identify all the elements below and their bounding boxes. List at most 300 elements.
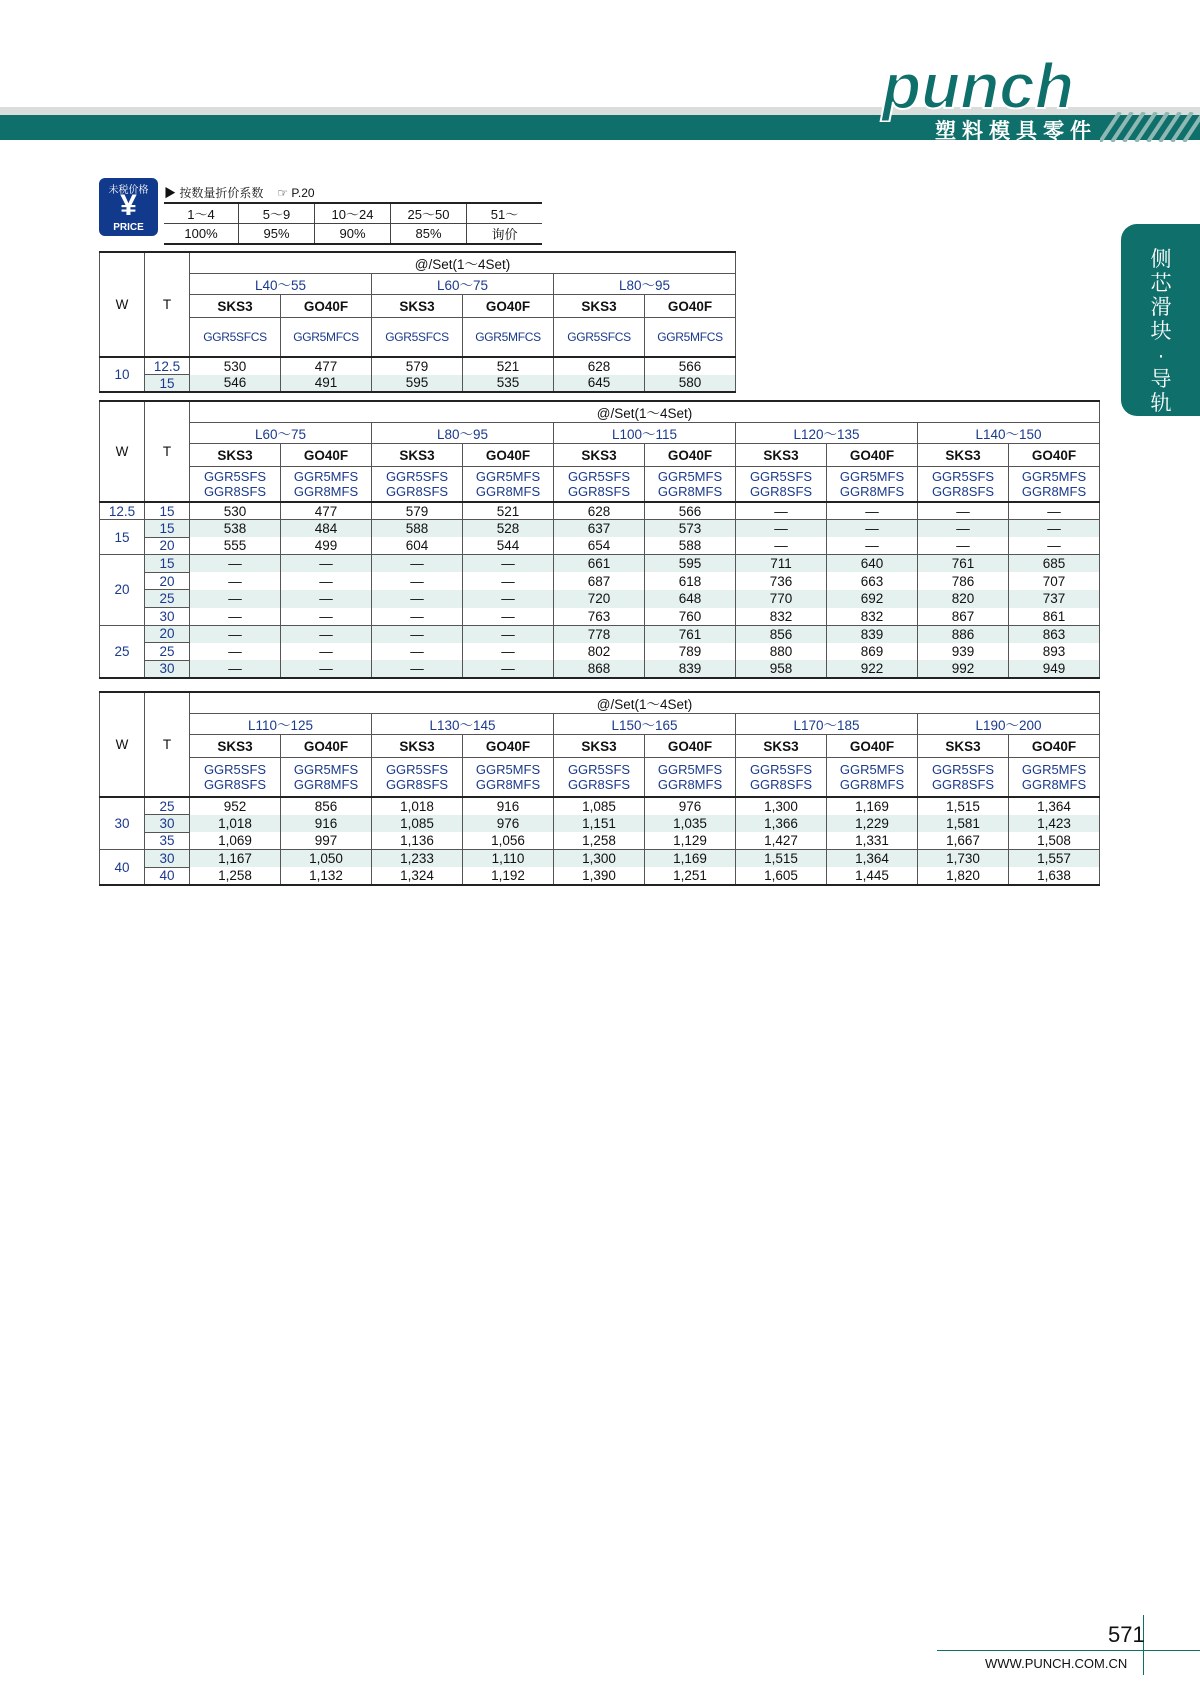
part-code xyxy=(281,467,372,503)
part-code-text: GGR8SFS xyxy=(931,484,995,499)
part-code-text: GGR8SFS xyxy=(567,777,631,792)
set-label: @/Set(1～4Set) xyxy=(190,252,736,274)
price-cell: — xyxy=(463,590,554,608)
footer-hline xyxy=(937,1650,1200,1651)
rate-cell: 90% xyxy=(315,224,391,245)
part-code-text: GGR5MFS xyxy=(1021,469,1087,484)
part-code-text: GGR8SFS xyxy=(203,777,267,792)
part-code-text: GGR5MFS xyxy=(839,762,905,777)
part-code-text: GGR5MFS xyxy=(657,469,723,484)
price-cell: 1,366 xyxy=(736,815,827,833)
price-cell: 1,258 xyxy=(554,832,645,850)
price-cell: 1,229 xyxy=(827,815,918,833)
table-row xyxy=(100,520,1100,538)
part-code-text: GGR8SFS xyxy=(749,484,813,499)
w-value: 20 xyxy=(100,555,145,625)
length-range: L130～145 xyxy=(372,714,554,735)
price-cell: 1,129 xyxy=(645,832,736,850)
price-cell: 893 xyxy=(1009,643,1100,661)
part-code-text: GGR8MFS xyxy=(293,484,359,499)
price-cell: 761 xyxy=(918,555,1009,573)
material-label: GO40F xyxy=(827,735,918,758)
material-label: GO40F xyxy=(281,735,372,758)
price-cell: 886 xyxy=(918,625,1009,643)
price-cell: — xyxy=(918,502,1009,520)
part-code xyxy=(190,758,281,798)
price-cell: 1,331 xyxy=(827,832,918,850)
discount-title xyxy=(164,184,315,201)
qty-cell: 51～ xyxy=(467,203,543,224)
price-cell: — xyxy=(190,660,281,678)
price-cell: — xyxy=(1009,537,1100,555)
part-code xyxy=(463,467,554,503)
part-code-text: GGR5SFS xyxy=(203,469,267,484)
price-cell: 958 xyxy=(736,660,827,678)
price-cell: 1,035 xyxy=(645,815,736,833)
price-cell: 521 xyxy=(463,357,554,375)
material-label: SKS3 xyxy=(372,295,463,318)
t-header: T xyxy=(145,401,190,502)
part-code-text: GGR5SFS xyxy=(749,762,813,777)
price-cell: 1,364 xyxy=(1009,797,1100,815)
t-value: 15 xyxy=(145,520,190,538)
material-label: SKS3 xyxy=(190,444,281,467)
part-code xyxy=(190,318,281,358)
part-code-text: GGR5SFCS xyxy=(567,330,631,344)
price-cell: — xyxy=(190,608,281,626)
price-cell: 566 xyxy=(645,502,736,520)
part-code-text: GGR8MFS xyxy=(293,777,359,792)
price-cell: 618 xyxy=(645,572,736,590)
price-cell: 477 xyxy=(281,502,372,520)
price-cell: 595 xyxy=(645,555,736,573)
t-header: T xyxy=(145,252,190,357)
price-cell: — xyxy=(463,625,554,643)
part-code xyxy=(645,318,736,358)
t-value: 20 xyxy=(145,537,190,555)
price-cell: 530 xyxy=(190,357,281,375)
side-tab-label: 侧芯滑块·导轨 xyxy=(1150,248,1172,415)
price-cell: 566 xyxy=(645,357,736,375)
price-cell: 832 xyxy=(827,608,918,626)
part-code-text: GGR5MFS xyxy=(839,469,905,484)
material-label: GO40F xyxy=(281,295,372,318)
part-code xyxy=(372,758,463,798)
price-cell: 628 xyxy=(554,502,645,520)
price-cell: 976 xyxy=(645,797,736,815)
punch-logo xyxy=(876,52,1106,122)
price-table-1 xyxy=(99,251,736,393)
table-row xyxy=(100,815,1100,833)
price-cell: 770 xyxy=(736,590,827,608)
part-code xyxy=(190,467,281,503)
length-range: L140～150 xyxy=(918,423,1100,444)
part-code xyxy=(463,318,554,358)
page-number: 571 xyxy=(1108,1622,1145,1647)
price-cell: 685 xyxy=(1009,555,1100,573)
header-row-ranges xyxy=(100,274,736,295)
price-cell: — xyxy=(190,643,281,661)
length-range: L110～125 xyxy=(190,714,372,735)
price-cell: 654 xyxy=(554,537,645,555)
part-code-text: GGR5SFS xyxy=(931,762,995,777)
part-code xyxy=(827,467,918,503)
price-cell: 1,820 xyxy=(918,867,1009,885)
rate-cell: 询价 xyxy=(467,224,543,245)
price-cell: 820 xyxy=(918,590,1009,608)
price-cell: — xyxy=(918,520,1009,538)
price-cell: 839 xyxy=(827,625,918,643)
price-cell: 484 xyxy=(281,520,372,538)
price-icon xyxy=(99,178,158,236)
price-cell: 786 xyxy=(918,572,1009,590)
price-cell: 1,069 xyxy=(190,832,281,850)
header-row-material xyxy=(100,444,1100,467)
price-cell: 880 xyxy=(736,643,827,661)
part-code-text: GGR8SFS xyxy=(385,484,449,499)
material-label: SKS3 xyxy=(372,444,463,467)
price-cell: 604 xyxy=(372,537,463,555)
w-value: 12.5 xyxy=(100,502,145,520)
t-value: 15 xyxy=(145,555,190,573)
material-label: SKS3 xyxy=(554,295,645,318)
part-code-text: GGR5MFS xyxy=(475,469,541,484)
price-cell: — xyxy=(281,660,372,678)
part-code xyxy=(281,758,372,798)
price-cell: 856 xyxy=(281,797,372,815)
price-cell: 1,085 xyxy=(372,815,463,833)
price-cell: 997 xyxy=(281,832,372,850)
price-cell: 687 xyxy=(554,572,645,590)
length-range: L40～55 xyxy=(190,274,372,295)
price-cell: — xyxy=(281,590,372,608)
w-header: W xyxy=(100,401,145,502)
price-cell: 648 xyxy=(645,590,736,608)
part-code xyxy=(554,318,645,358)
table-row xyxy=(100,625,1100,643)
table-row xyxy=(100,537,1100,555)
part-code xyxy=(645,467,736,503)
material-label: GO40F xyxy=(1009,444,1100,467)
price-cell: 707 xyxy=(1009,572,1100,590)
t-value: 25 xyxy=(145,590,190,608)
header-row-ranges xyxy=(100,423,1100,444)
length-range: L80～95 xyxy=(372,423,554,444)
price-cell: 1,056 xyxy=(463,832,554,850)
t-value: 15 xyxy=(145,502,190,520)
price-cell: 863 xyxy=(1009,625,1100,643)
price-cell: 939 xyxy=(918,643,1009,661)
t-value: 20 xyxy=(145,572,190,590)
price-cell: 546 xyxy=(190,375,281,393)
part-code-text: GGR8MFS xyxy=(1021,484,1087,499)
part-code-text: GGR8MFS xyxy=(475,777,541,792)
t-value: 12.5 xyxy=(145,357,190,375)
material-label: GO40F xyxy=(827,444,918,467)
price-cell: 869 xyxy=(827,643,918,661)
price-cell: 720 xyxy=(554,590,645,608)
price-table-3 xyxy=(99,691,1100,886)
header-row-material xyxy=(100,735,1100,758)
t-value: 30 xyxy=(145,660,190,678)
part-code xyxy=(463,758,554,798)
price-cell: 992 xyxy=(918,660,1009,678)
length-range: L100～115 xyxy=(554,423,736,444)
price-cell: 789 xyxy=(645,643,736,661)
price-cell: 1,427 xyxy=(736,832,827,850)
table-row xyxy=(100,867,1100,885)
rate-cell: 100% xyxy=(164,224,239,245)
price-cell: 588 xyxy=(645,537,736,555)
price-cell: 760 xyxy=(645,608,736,626)
t-header: T xyxy=(145,692,190,797)
material-label: SKS3 xyxy=(918,735,1009,758)
part-code-text: GGR5MFCS xyxy=(657,330,723,344)
header-row-ranges xyxy=(100,714,1100,735)
header-row-material xyxy=(100,295,736,318)
part-code-text: GGR8MFS xyxy=(657,484,723,499)
price-cell: 1,667 xyxy=(918,832,1009,850)
table-row xyxy=(100,797,1100,815)
header-row-codes xyxy=(100,758,1100,798)
price-table-2 xyxy=(99,400,1100,679)
svg-text:punch: punch xyxy=(882,52,1074,122)
discount-table xyxy=(164,202,542,245)
w-header: W xyxy=(100,692,145,797)
length-range: L60～75 xyxy=(190,423,372,444)
price-cell: — xyxy=(463,572,554,590)
price-cell: 595 xyxy=(372,375,463,393)
header-row-set xyxy=(100,252,736,274)
part-code-text: GGR5SFS xyxy=(931,469,995,484)
price-cell: 1,300 xyxy=(554,850,645,868)
price-cell: 1,638 xyxy=(1009,867,1100,885)
part-code-text: GGR5MFCS xyxy=(475,330,541,344)
price-cell: 761 xyxy=(645,625,736,643)
price-cell: — xyxy=(463,608,554,626)
rate-cell: 85% xyxy=(391,224,467,245)
price-cell: 1,192 xyxy=(463,867,554,885)
table-row xyxy=(100,590,1100,608)
qty-cell: 10～24 xyxy=(315,203,391,224)
material-label: SKS3 xyxy=(190,295,281,318)
price-cell: 1,251 xyxy=(645,867,736,885)
price-cell: — xyxy=(372,590,463,608)
price-cell: — xyxy=(372,625,463,643)
material-label: GO40F xyxy=(281,444,372,467)
price-cell: 802 xyxy=(554,643,645,661)
price-cell: — xyxy=(463,555,554,573)
material-label: GO40F xyxy=(463,295,554,318)
w-value: 30 xyxy=(100,797,145,850)
price-cell: 1,605 xyxy=(736,867,827,885)
material-label: GO40F xyxy=(645,735,736,758)
material-label: GO40F xyxy=(645,444,736,467)
price-cell: — xyxy=(372,555,463,573)
price-cell: 736 xyxy=(736,572,827,590)
table-row xyxy=(100,608,1100,626)
price-cell: 861 xyxy=(1009,608,1100,626)
material-label: GO40F xyxy=(463,444,554,467)
price-cell: 1,085 xyxy=(554,797,645,815)
price-cell: 1,018 xyxy=(372,797,463,815)
t-value: 40 xyxy=(145,867,190,885)
price-cell: 867 xyxy=(918,608,1009,626)
price-cell: 1,300 xyxy=(736,797,827,815)
price-cell: — xyxy=(281,625,372,643)
price-cell: — xyxy=(736,537,827,555)
table-row xyxy=(100,357,736,375)
rate-cell: 95% xyxy=(239,224,315,245)
price-cell: — xyxy=(281,572,372,590)
part-code-text: GGR5MFS xyxy=(475,762,541,777)
part-code-text: GGR5SFCS xyxy=(385,330,449,344)
price-cell: 637 xyxy=(554,520,645,538)
part-code xyxy=(281,318,372,358)
part-code xyxy=(1009,758,1100,798)
price-cell: — xyxy=(190,590,281,608)
price-cell: — xyxy=(827,502,918,520)
price-cell: 1,557 xyxy=(1009,850,1100,868)
part-code-text: GGR8MFS xyxy=(475,484,541,499)
price-cell: 1,258 xyxy=(190,867,281,885)
price-cell: — xyxy=(827,537,918,555)
part-code-text: GGR5SFS xyxy=(749,469,813,484)
price-cell: — xyxy=(463,660,554,678)
t-value: 30 xyxy=(145,608,190,626)
part-code-text: GGR8MFS xyxy=(839,777,905,792)
material-label: GO40F xyxy=(1009,735,1100,758)
part-code-text: GGR5SFS xyxy=(567,469,631,484)
w-header: W xyxy=(100,252,145,357)
part-code-text: GGR8SFS xyxy=(385,777,449,792)
yen-icon: ¥ xyxy=(120,189,137,222)
price-cell: 1,508 xyxy=(1009,832,1100,850)
material-label: SKS3 xyxy=(736,444,827,467)
price-cell: — xyxy=(1009,520,1100,538)
t-value: 35 xyxy=(145,832,190,850)
part-code-text: GGR5MFS xyxy=(657,762,723,777)
t-value: 30 xyxy=(145,815,190,833)
price-cell: — xyxy=(918,537,1009,555)
part-code xyxy=(372,318,463,358)
price-cell: 580 xyxy=(645,375,736,393)
price-cell: — xyxy=(190,555,281,573)
price-cell: — xyxy=(463,643,554,661)
t-value: 20 xyxy=(145,625,190,643)
price-cell: — xyxy=(736,502,827,520)
price-cell: 1,581 xyxy=(918,815,1009,833)
material-label: SKS3 xyxy=(190,735,281,758)
price-cell: 1,364 xyxy=(827,850,918,868)
part-code-text: GGR5SFS xyxy=(567,762,631,777)
qty-cell: 25～50 xyxy=(391,203,467,224)
price-cell: 1,515 xyxy=(918,797,1009,815)
part-code xyxy=(372,467,463,503)
part-code-text: GGR5MFS xyxy=(293,762,359,777)
price-cell: — xyxy=(281,608,372,626)
price-cell: — xyxy=(190,572,281,590)
part-code xyxy=(645,758,736,798)
price-cell: 661 xyxy=(554,555,645,573)
price-icon-bottom: PRICE xyxy=(113,222,144,233)
price-cell: 976 xyxy=(463,815,554,833)
price-cell: 1,730 xyxy=(918,850,1009,868)
price-cell: 1,050 xyxy=(281,850,372,868)
price-cell: 856 xyxy=(736,625,827,643)
part-code xyxy=(554,758,645,798)
qty-cell: 1～4 xyxy=(164,203,239,224)
w-value: 25 xyxy=(100,625,145,678)
t-value: 15 xyxy=(145,375,190,393)
price-cell: — xyxy=(190,625,281,643)
price-cell: 588 xyxy=(372,520,463,538)
header-subtitle: 塑料模具零件 xyxy=(935,120,1097,143)
material-label: SKS3 xyxy=(918,444,1009,467)
w-value: 10 xyxy=(100,357,145,392)
price-cell: 491 xyxy=(281,375,372,393)
price-cell: 579 xyxy=(372,357,463,375)
part-code xyxy=(827,758,918,798)
price-cell: 544 xyxy=(463,537,554,555)
part-code-text: GGR5SFS xyxy=(385,762,449,777)
material-label: SKS3 xyxy=(554,735,645,758)
t-value: 25 xyxy=(145,643,190,661)
price-cell: 692 xyxy=(827,590,918,608)
price-cell: — xyxy=(281,555,372,573)
material-label: SKS3 xyxy=(554,444,645,467)
part-code-text: GGR8SFS xyxy=(203,484,267,499)
price-cell: 711 xyxy=(736,555,827,573)
table-row xyxy=(100,555,1100,573)
table-row xyxy=(100,643,1100,661)
price-cell: 832 xyxy=(736,608,827,626)
discount-ref-link[interactable]: ☞ P.20 xyxy=(277,186,315,200)
price-cell: — xyxy=(372,660,463,678)
footer-url[interactable]: WWW.PUNCH.COM.CN xyxy=(985,1656,1128,1671)
header-row-codes xyxy=(100,467,1100,503)
length-range: L190～200 xyxy=(918,714,1100,735)
price-cell: 1,018 xyxy=(190,815,281,833)
part-code xyxy=(736,758,827,798)
price-cell: — xyxy=(372,643,463,661)
price-cell: 1,324 xyxy=(372,867,463,885)
price-cell: — xyxy=(736,520,827,538)
price-cell: 922 xyxy=(827,660,918,678)
price-cell: 538 xyxy=(190,520,281,538)
price-cell: — xyxy=(372,572,463,590)
length-range: L170～185 xyxy=(736,714,918,735)
price-cell: 1,390 xyxy=(554,867,645,885)
length-range: L60～75 xyxy=(372,274,554,295)
price-cell: 573 xyxy=(645,520,736,538)
material-label: SKS3 xyxy=(372,735,463,758)
part-code-text: GGR8SFS xyxy=(749,777,813,792)
price-cell: 555 xyxy=(190,537,281,555)
price-cell: 916 xyxy=(463,797,554,815)
length-range: L120～135 xyxy=(736,423,918,444)
price-cell: 1,515 xyxy=(736,850,827,868)
discount-title-text: ▶ 按数量折价系数 xyxy=(164,186,264,200)
header-row-codes xyxy=(100,318,736,358)
part-code-text: GGR8SFS xyxy=(567,484,631,499)
price-cell: — xyxy=(281,643,372,661)
w-value: 40 xyxy=(100,850,145,885)
price-cell: — xyxy=(1009,502,1100,520)
part-code xyxy=(1009,467,1100,503)
price-cell: 1,423 xyxy=(1009,815,1100,833)
price-cell: 1,233 xyxy=(372,850,463,868)
